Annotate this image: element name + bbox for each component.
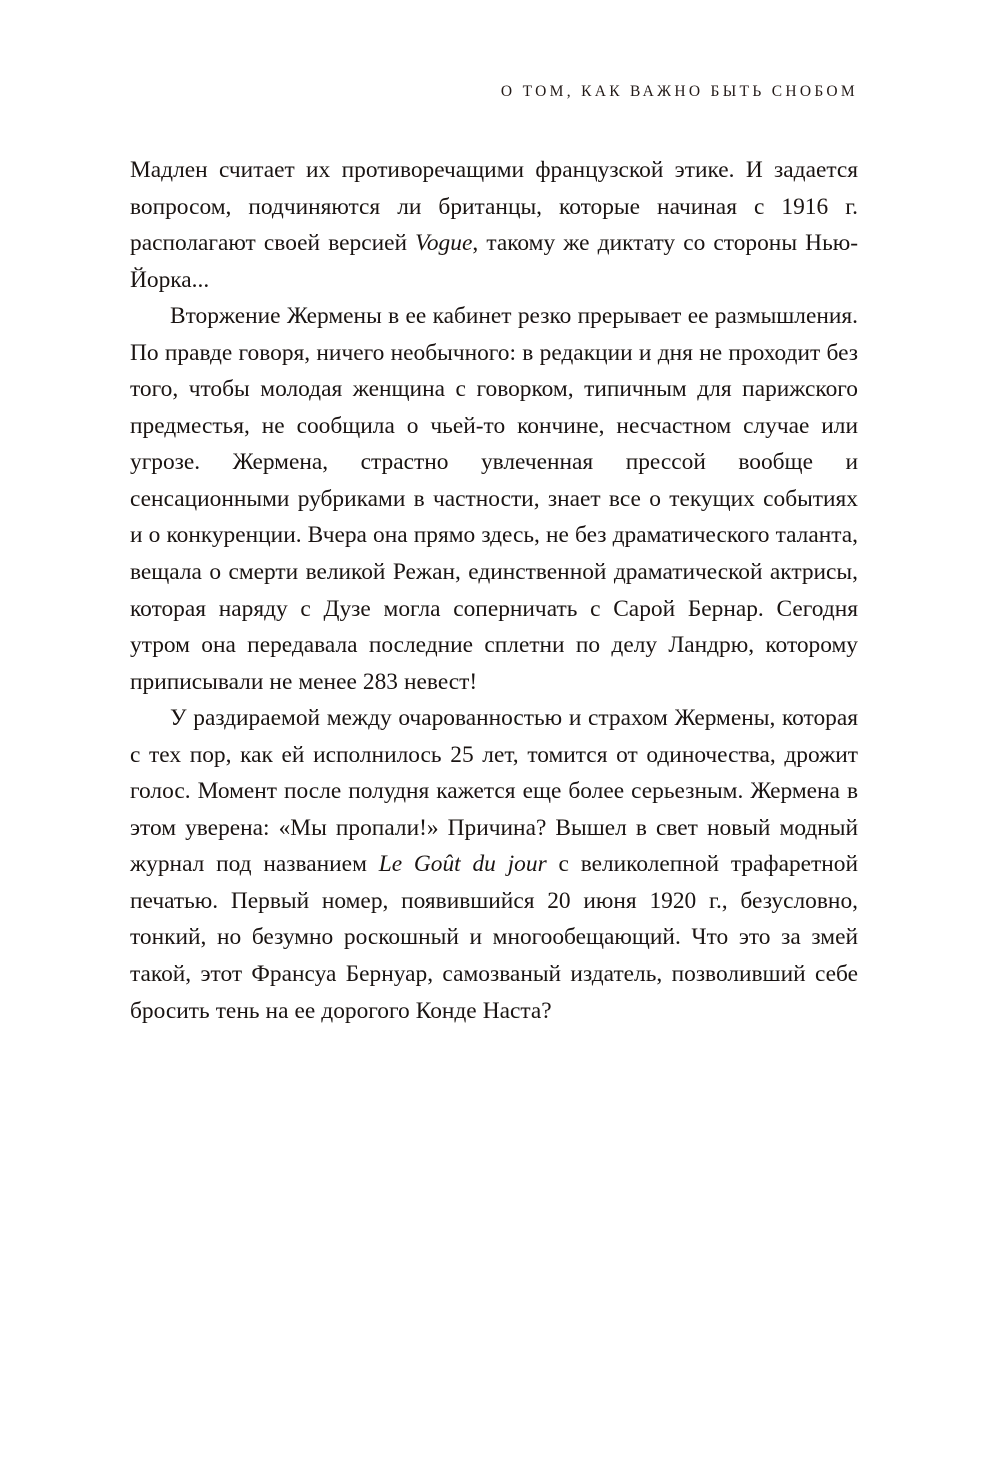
paragraph-1: Мадлен считает их противоречащими французской этике. И задается вопросом, подчиняются ли британцы, которые начиная с 1916 г. располагают своей версией Vogue, такому же диктату со стороны Нью-Йорка...: [130, 157, 859, 293]
italic-title: Vogue: [415, 230, 473, 257]
paragraph-2: Вторжение Жермены в ее кабинет резко прерывает ее размышления. По правде говоря, ничего необычного: в редакции и дня не проходит без того, чтобы молодая женщина с говорком, типичным для парижского предместья, не сообщила о чьей-то кончине, несчастном случае или угрозе. Жермена, страстно увлеченная прессой вообще и сенсационными рубриками в частности, знает все о текущих событиях и о конкуренции. Вчера она прямо здесь, не без драматического таланта, вещала о смерти великой Режан, единственной драматической актрисы, которая наряду с Дузе могла соперничать с Сарой Бернар. Сегодня утром она передавала последние сплетни по делу Ландрю, которому приписывали не менее 283 невест!: [130, 303, 858, 695]
paragraph-3: У раздираемой между очарованностью и страхом Жермены, которая с тех пор, как ей исполнилось 25 лет, томится от одиночества, дрожит голос. Момент после полудня кажется еще более серьезным. Жермена в этом уверена: «Мы пропали!» Причина? Вышел в свет новый модный журнал под названием Le Goût du jour с великолепной трафаретной печатью. Первый номер, появившийся 20 июня 1920 г., безусловно, тонкий, но безумно роскошный и многообещающий. Что это за змей такой, этот Франсуа Бернуар, самозваный издатель, позволивший себе бросить тень на ее дорогого Конде Наста?: [130, 705, 859, 1024]
running-head: О ТОМ, КАК ВАЖНО БЫТЬ СНОБОМ: [500, 83, 858, 100]
italic-title: Le Goût du jour: [378, 851, 547, 878]
body-text-block: [130, 152, 858, 1029]
